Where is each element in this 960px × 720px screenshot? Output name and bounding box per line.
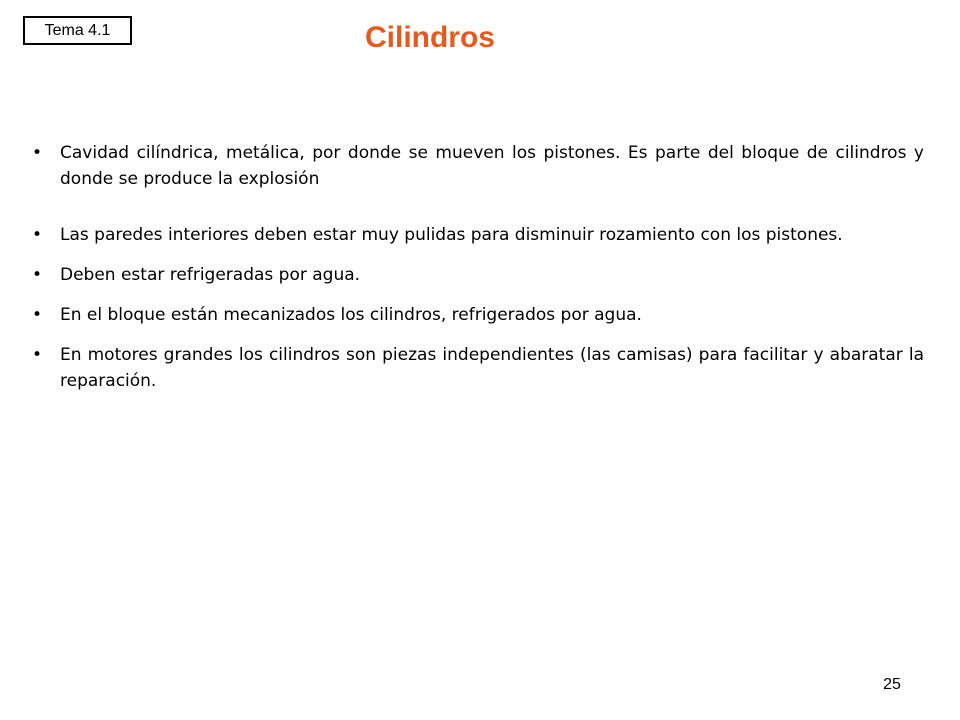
list-item-text: En el bloque están mecanizados los cilindros, refrigerados por agua. <box>60 305 642 325</box>
bullet-icon: • <box>32 345 43 365</box>
list-item-text: Las paredes interiores deben estar muy pulidas para disminuir rozamiento con los pistones. <box>60 225 843 245</box>
list-item <box>32 342 924 394</box>
list-item <box>32 302 924 328</box>
bullet-icon: • <box>32 305 43 325</box>
section-tag: Tema 4.1 <box>23 16 132 45</box>
bullet-icon: • <box>32 265 43 285</box>
list-item <box>32 222 924 248</box>
list-item <box>32 262 924 288</box>
page-title: Cilindros <box>364 21 495 54</box>
list-item-text: Deben estar refrigeradas por agua. <box>60 265 361 285</box>
list-item-text: En motores grandes los cilindros son piezas independientes (las camisas) para facilitar y abaratar la reparación. <box>60 345 924 391</box>
page-number: 25 <box>883 676 901 693</box>
bullet-icon: • <box>32 143 43 163</box>
list-item <box>32 140 924 192</box>
bullet-list <box>32 140 924 408</box>
list-item-text: Cavidad cilíndrica, metálica, por donde se mueven los pistones. Es parte del bloque de cilindros y donde se produce la explosión <box>60 143 924 189</box>
bullet-icon: • <box>32 225 43 245</box>
